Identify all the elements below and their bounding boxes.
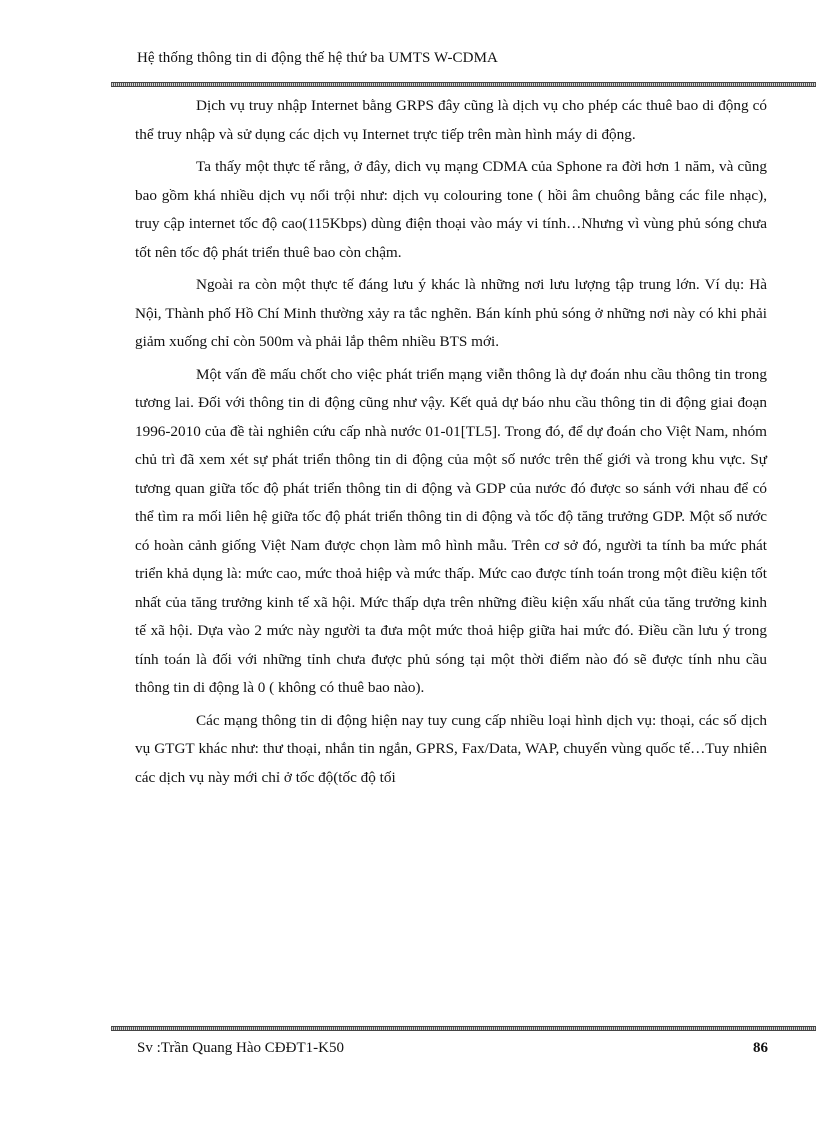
paragraph: Dịch vụ truy nhập Internet bằng GRPS đây cũng là dịch vụ cho phép các thuê bao di động có thể truy nhập và sử dụng các dịch vụ Internet trực tiếp trên màn hình máy di động. [135, 97, 767, 143]
page-number: 86 [753, 1040, 768, 1056]
paragraph: Các mạng thông tin di động hiện nay tuy cung cấp nhiều loại hình dịch vụ: thoại, các số dịch vụ GTGT khác như: thư thoại, nhắn tin ngắn, GPRS, Fax/Data, WAP, chuyển vùng quốc tế…Tuy nhiên các dịch vụ này mới chỉ ở tốc độ(tốc độ tối [135, 711, 767, 786]
header-rule [111, 82, 816, 87]
footer-rule [111, 1026, 816, 1031]
document-body [135, 92, 767, 796]
page-header-title: Hệ thống thông tin di động thế hệ thứ ba UMTS W-CDMA [137, 50, 498, 66]
paragraph: Ta thấy một thực tế rằng, ở đây, dich vụ mạng CDMA của Sphone ra đời hơn 1 năm, và cũng bao gồm khá nhiều dịch vụ nổi trội như: dịch vụ colouring tone ( hồi âm chuông bằng các file nhạc), truy cập internet tốc độ cao(115Kbps) dùng điện thoại vào máy vi tính…Nhưng vì vùng phủ sóng chưa tốt nên tốc độ phát triển thuê bao còn chậm. [135, 158, 767, 261]
footer-author: Sv :Trần Quang Hào CĐĐT1-K50 [137, 1040, 344, 1056]
paragraph: Một vấn đề mấu chốt cho việc phát triển mạng viễn thông là dự đoán nhu cầu thông tin trong tương lai. Đối với thông tin di động cũng như vậy. Kết quả dự báo nhu cầu thông tin di động giai đoạn 1996-2010 của đề tài nghiên cứu cấp nhà nước 01-01[TL5]. Trong đó, để dự đoán cho Việt Nam, nhóm chủ trì đã xem xét sự phát triển thông tin di động của một số nước trên thế giới và trong khu vực. Sự tương quan giữa tốc độ phát triển thông tin di động và GDP của nước đó được so sánh với nhau để có thể tìm ra mối liên hệ giữa tốc độ phát triển thông tin di động và tốc độ tăng trưởng GDP. Một số nước có hoàn cảnh giống Việt Nam được chọn làm mô hình mẫu. Trên cơ sở đó, người ta tính ba mức phát triển khả dụng là: mức cao, mức thoả hiệp và mức thấp. Mức cao được tính toán trong một điều kiện tốt nhất của tăng trưởng kinh tế xã hội. Mức thấp dựa trên những điều kiện xấu nhất của tăng trưởng kinh tế xã hội. Dựa vào 2 mức này người ta đưa một mức thoả hiệp giữa hai mức đó. Điều cần lưu ý trong tính toán là đối với những tỉnh chưa được phủ sóng tại một thời điểm nào đó sẽ được tính nhu cầu thông tin di động là 0 ( không có thuê bao nào). [135, 365, 767, 696]
paragraph: Ngoài ra còn một thực tế đáng lưu ý khác là những nơi lưu lượng tập trung lớn. Ví dụ: Hà Nội, Thành phố Hồ Chí Minh thường xảy ra tắc nghẽn. Bán kính phủ sóng ở những nơi này có khi phải giảm xuống chỉ còn 500m và phải lắp thêm nhiều BTS mới. [135, 276, 767, 350]
